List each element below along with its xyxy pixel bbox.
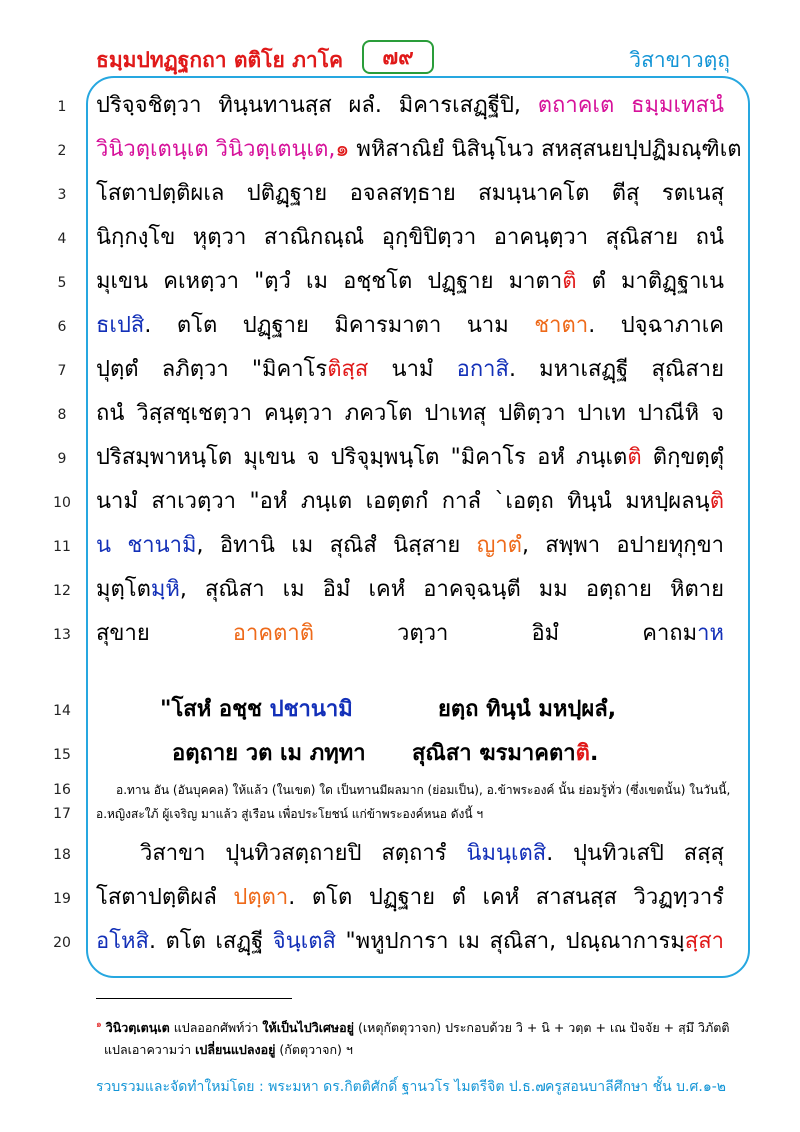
text-segment: ติกฺขตฺตุํ <box>641 445 724 470</box>
footnote-text-1c: (เหตุกัตตุวาจก) ประกอบด้วย วิ + นิ + วตฺต + เณ ปัจจัย + สฺมึ วิภัตติ <box>354 1020 730 1036</box>
text-line <box>96 179 724 209</box>
text-line <box>96 531 724 561</box>
text-segment: อโหสิ <box>96 929 149 954</box>
text-segment: . ปจฺฉาภาเค <box>588 313 724 338</box>
text-segment: สุณิสา ฆรมาคตา <box>412 741 576 766</box>
text-segment: "พหูปการา เม สุณิสา, ปณฺณาการมฺ <box>335 929 685 954</box>
text-segment: ตํ มาติฏฺฐาเน <box>576 269 724 294</box>
text-segment: ปุตฺตํ ลภิตฺวา "มิคาโร <box>96 357 328 382</box>
text-segment: าห <box>697 621 724 646</box>
text-segment: ๑ <box>335 137 350 162</box>
text-segment: นิกฺกงฺโข หุตฺวา สาณิกณฺณํ อุกฺขิปิตฺวา อาคนฺตฺวา สุณิสาย ถนํ <box>96 225 724 250</box>
footer <box>96 1076 726 1098</box>
line-number: 14 <box>53 703 71 719</box>
text-segment: จินฺเตสิ <box>272 929 336 954</box>
text-segment: ธเปสิ <box>96 313 145 338</box>
text-segment: นามํ <box>368 357 457 382</box>
line-number: 19 <box>53 891 71 907</box>
footnote-text-2a: แปลเอาความว่า <box>104 1042 196 1057</box>
line-number: 12 <box>53 583 71 599</box>
line-number: 1 <box>57 99 67 115</box>
line-number: 18 <box>53 847 71 863</box>
line-number: 16 <box>53 782 71 798</box>
footnote-text-1b: ให้เป็นไปวิเศษอยู่ <box>262 1020 354 1036</box>
translation-line: อ.ทาน อัน (อันบุคคล) ให้แล้ว (ในเขต) ใด เป็นทานมีผลมาก (ย่อมเป็น), อ.ข้าพระองค์ นั้น ย่อมรู้ทั่ว (ซึ่งเขตนั้น) ในวันนี้, <box>116 783 731 797</box>
line-number: 9 <box>57 451 67 467</box>
text-segment: ตถาคเต ธมฺมเทสนํ <box>537 93 724 118</box>
text-segment: วิสาขา ปุนทิวสตฺถายปิ สตฺถารํ <box>140 841 467 866</box>
text-segment: โสตาปตฺติผลํ <box>96 885 234 910</box>
text-segment: ติ <box>575 741 590 766</box>
text-line <box>96 223 724 253</box>
text-segment: อาคตาติ <box>232 621 314 646</box>
footnote-text-1a: แปลออกศัพท์ว่า <box>169 1020 263 1036</box>
line-number: 7 <box>57 363 67 379</box>
verse-left <box>172 739 366 769</box>
text-segment: . ปุนทิวเสปิ สสฺสุ <box>546 841 724 866</box>
footer-left: รวบรวมและจัดทำใหม่โดย : พระมหา ดร.กิตติศักดิ์ ฐานวโร ไมตรีจิต ป.ธ.๗ <box>96 1079 546 1095</box>
line-number: 11 <box>53 539 71 555</box>
text-segment: ปชานามิ <box>269 697 353 722</box>
page-number: ๗๙ <box>382 45 414 69</box>
text-segment: อตฺถาย วต เม ภทฺทา <box>172 741 366 766</box>
text-line <box>96 927 724 957</box>
text-segment: นามํ สาเวตฺวา "อหํ ภนฺเต เอตฺตกํ กาลํ `เอตฺถ ทินฺนํ มหปฺผลนฺ <box>96 489 710 514</box>
line-number: 4 <box>57 231 67 247</box>
text-segment: ปริสมฺพาหนฺโต มุเขน จ ปริจุมฺพนฺโต "มิคาโร อหํ ภนฺเต <box>96 445 628 470</box>
text-segment: ยตฺถ ทินฺนํ มหปฺผลํ, <box>438 697 617 722</box>
text-line <box>96 311 724 341</box>
text-segment: น ชานามิ <box>96 533 197 558</box>
footnote-term: วินิวตฺเตนฺเต <box>105 1020 170 1036</box>
line-number: 8 <box>57 407 67 423</box>
footnote-divider <box>96 998 292 999</box>
line-number: 20 <box>53 935 71 951</box>
text-segment: มฺหิ <box>150 577 180 602</box>
header-title-right: วิสาขาวตฺถุ <box>629 48 730 72</box>
text-segment: "โสหํ อชฺช <box>160 697 270 722</box>
text-line <box>96 575 724 605</box>
text-segment: . <box>589 741 599 766</box>
line-number: 6 <box>57 319 67 335</box>
text-segment: สุขาย <box>96 621 233 646</box>
line-number: 17 <box>53 806 71 822</box>
text-line <box>96 135 742 165</box>
translation-line: อ.หญิงสะใภ้ ผู้เจริญ มาแล้ว สู่เรือน เพื่อประโยชน์ แก่ข้าพระองค์หนอ ดังนี้ ฯ <box>96 807 484 821</box>
footnote-line-1 <box>96 1015 736 1038</box>
text-segment: ปริจฺจชิตฺวา ทินฺนทานสฺส ผลํ. มิคารเสฏฺฐีปิ, <box>96 93 538 118</box>
text-segment: วตฺวา อิมํ คาถม <box>314 621 698 646</box>
line-number: 13 <box>53 627 71 643</box>
footnote-text-2c: (กัตตุวาจก) ฯ <box>275 1042 353 1057</box>
text-segment: พหิสาณิยํ นิสินฺโนว สหสฺสนยปฺปฏิมณฺฑิเต <box>349 137 742 162</box>
line-number: 3 <box>57 187 67 203</box>
text-line <box>96 91 724 121</box>
text-segment: ติ <box>709 489 724 514</box>
text-line <box>96 619 724 649</box>
text-segment: สฺสา <box>684 929 724 954</box>
text-segment: นิมนฺเตสิ <box>466 841 547 866</box>
line-number: 5 <box>57 275 67 291</box>
line-number: 15 <box>53 747 71 763</box>
text-segment: ติสฺส <box>327 357 369 382</box>
line-number: 2 <box>57 143 67 159</box>
text-segment: ติ <box>562 269 577 294</box>
line-number: 10 <box>53 495 71 511</box>
text-line <box>96 399 724 429</box>
verse-left <box>160 695 353 725</box>
verse-right <box>438 695 616 725</box>
text-segment: มุเขน คเหตฺวา "ตฺวํ เม อชฺชโต ปฏฺฐาย มาตา <box>96 269 563 294</box>
text-segment: มุตฺโต <box>96 577 151 602</box>
text-segment: . ตโต เสฏฺฐี <box>148 929 273 954</box>
header-title-left: ธมฺมปทฏฺฐกถา ตติโย ภาโค <box>96 48 344 72</box>
text-line <box>96 443 724 473</box>
text-line <box>96 355 724 385</box>
text-segment: ปตฺตา <box>233 885 289 910</box>
text-segment: ชาตา <box>534 313 589 338</box>
footer-right: ครูสอนบาลีศึกษา ชั้น บ.ศ.๑-๒ <box>544 1079 726 1095</box>
footnote-mark: ๑ <box>96 1020 102 1030</box>
text-segment: . มหาเสฏฺฐี สุณิสาย <box>508 357 725 382</box>
footnote-text-2b: เปลี่ยนแปลงอยู่ <box>195 1042 276 1057</box>
text-line <box>96 883 724 913</box>
text-segment: อกาสิ <box>456 357 509 382</box>
verse-right <box>412 739 598 769</box>
text-segment: , สพฺพา อปายทุกฺขา <box>521 533 724 558</box>
footnote-line-2 <box>104 1040 744 1060</box>
text-line <box>96 487 724 517</box>
text-segment: . ตโต ปฏฺฐาย มิคารมาตา นาม <box>144 313 535 338</box>
text-segment: , อิทานิ เม สุณิสํ นิสฺสาย <box>196 533 477 558</box>
text-line <box>96 267 724 297</box>
text-segment: โสตาปตฺติผเล ปติฏฺฐาย อจลสทฺธาย สมนฺนาคโต ตีสุ รตเนสุ <box>96 181 724 206</box>
text-segment: , สุณิสา เม อิมํ เคหํ อาคจฺฉนฺตี มม อตฺถาย หิตาย <box>179 577 724 602</box>
text-segment: . ตโต ปฏฺฐาย ตํ เคหํ สาสนสฺส วิวฏทฺวารํ <box>288 885 724 910</box>
text-line <box>140 839 724 869</box>
text-segment: ติ <box>627 445 642 470</box>
text-segment: ญาตํ <box>476 533 522 558</box>
text-segment: วินิวตฺเตนฺเต วินิวตฺเตนฺเต, <box>96 137 336 162</box>
page-number-box <box>362 40 434 74</box>
text-segment: ถนํ วิสฺสชฺเชตฺวา คนฺตฺวา ภควโต ปาเทสุ ปติตฺวา ปาเท ปาณีหิ จ <box>96 401 724 426</box>
